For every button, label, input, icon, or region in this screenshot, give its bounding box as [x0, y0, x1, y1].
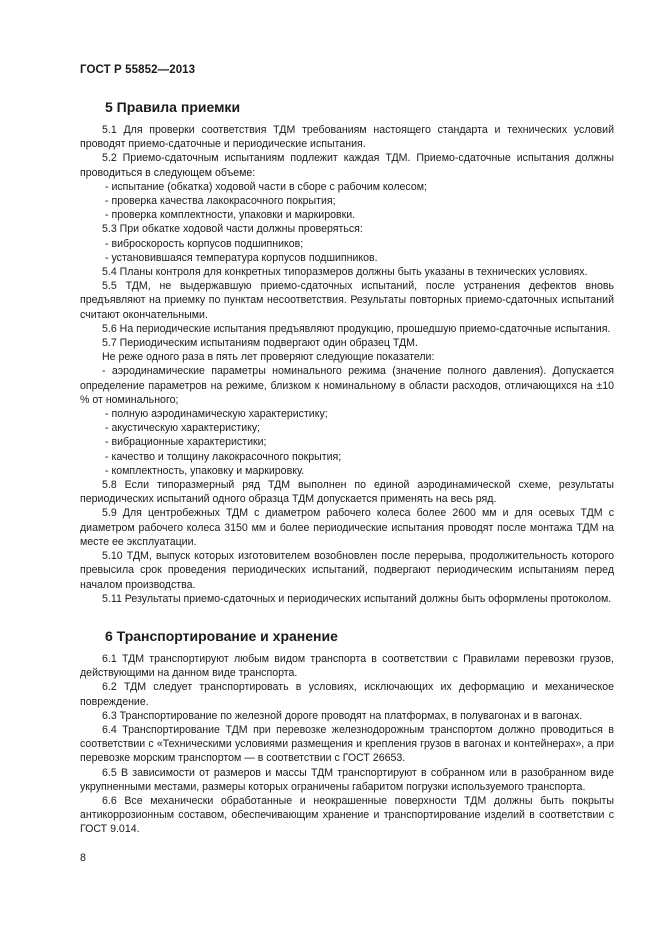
list-item: - испытание (обкатка) ходовой части в сборе с рабочим колесом; — [105, 180, 427, 193]
section-6-title: 6 Транспортирование и хранение — [105, 628, 338, 644]
paragraph: 5.8 Если типоразмерный ряд ТДМ выполнен по единой аэродинамической схеме, результаты периодических испытаний одного образца ТДМ допускается применять на весь ряд. — [80, 479, 614, 506]
paragraph: 5.6 На периодические испытания предъявляют продукцию, прошедшую приемо-сдаточные испытания. — [102, 322, 611, 335]
page-number: 8 — [80, 852, 86, 864]
list-item: - проверка комплектности, упаковки и маркировки. — [105, 209, 356, 222]
paragraph: 6.3 Транспортирование по железной дороге проводят на платформах, в полувагонах и в вагонах. — [102, 709, 583, 722]
paragraph: - аэродинамические параметры номинального режима (значение полного давления). Допускается определение параметров на режиме, близком к номинальному в области расходов, отличающихся на ±10 % от номинального; — [80, 365, 614, 406]
section-5-title: 5 Правила приемки — [105, 99, 241, 115]
paragraph: 5.5 ТДМ, не выдержавшую приемо-сдаточных испытаний, после устранения дефектов вновь предъявляют на приемку по пунктам несоответствия. Результаты повторных приемо-сдаточных испытаний считают окончательными. — [80, 280, 614, 321]
section-5-body — [80, 123, 614, 606]
paragraph: 5.4 Планы контроля для конкретных типоразмеров должны быть указаны в технических условиях. — [102, 266, 588, 279]
paragraph: 5.11 Результаты приемо-сдаточных и периодических испытаний должны быть оформлены протоколом. — [102, 592, 612, 605]
list-item: - полную аэродинамическую характеристику; — [105, 408, 328, 421]
list-item: - установившаяся температура корпусов подшипников. — [105, 251, 378, 264]
paragraph: 5.3 При обкатке ходовой части должны проверяться: — [102, 223, 363, 236]
paragraph: 5.7 Периодическим испытаниям подвергают один образец ТДМ. — [102, 337, 418, 350]
list-item: - виброскорость корпусов подшипников; — [105, 237, 304, 250]
document-header: ГОСТ Р 55852—2013 — [80, 64, 196, 76]
paragraph: 5.10 ТДМ, выпуск которых изготовителем возобновлен после перерыва, продолжительность которого превысила срок проведения периодических испытаний, подвергают периодическим испытаниям перед началом производства. — [80, 550, 614, 591]
list-item: - проверка качества лакокрасочного покрытия; — [105, 195, 336, 208]
list-item: - акустическую характеристику; — [105, 422, 261, 435]
list-item: - комплектность, упаковку и маркировку. — [105, 464, 305, 477]
paragraph: 6.5 В зависимости от размеров и массы ТДМ транспортируют в собранном или в разобранном виде укрупненными местами, размеры которых ограничены габаритом погрузки используемого транспорта. — [80, 766, 614, 793]
section-6-body — [80, 652, 614, 837]
list-item: - качество и толщину лакокрасочного покрытия; — [105, 450, 342, 463]
list-item: - вибрационные характеристики; — [105, 436, 267, 449]
paragraph: 6.1 ТДМ транспортируют любым видом транспорта в соответствии с Правилами перевозки грузов, действующими на данном виде транспорта. — [80, 653, 614, 680]
paragraph: 5.1 Для проверки соответствия ТДМ требованиям настоящего стандарта и технических условий проводят приемо-сдаточные и периодические испытания. — [80, 124, 614, 151]
paragraph: 5.9 Для центробежных ТДМ с диаметром рабочего колеса более 2600 мм и для осевых ТДМ с диаметром рабочего колеса 3150 мм и более периодические испытания проводят после монтажа ТДМ на месте ее эксплуатации. — [80, 507, 614, 548]
paragraph: 6.2 ТДМ следует транспортировать в условиях, исключающих их деформацию и механическое повреждение. — [80, 681, 614, 708]
paragraph: 6.6 Все механически обработанные и неокрашенные поверхности ТДМ должны быть покрыты антикоррозионным составом, обеспечивающим хранение и транспортирование изделий в соответствии с ГОСТ 9.014. — [80, 795, 614, 836]
paragraph: 5.2 Приемо-сдаточным испытаниям подлежит каждая ТДМ. Приемо-сдаточные испытания должны проводиться в следующем объеме: — [80, 152, 614, 179]
paragraph: Не реже одного раза в пять лет проверяют следующие показатели: — [102, 351, 435, 364]
paragraph: 6.4 Транспортирование ТДМ при перевозке железнодорожным транспортом должно проводиться в соответствии с «Техническими условиями размещения и крепления грузов в вагонах и контейнерах», а при перевозке морским транспортом — в соответствии с ГОСТ 26653. — [80, 724, 614, 765]
